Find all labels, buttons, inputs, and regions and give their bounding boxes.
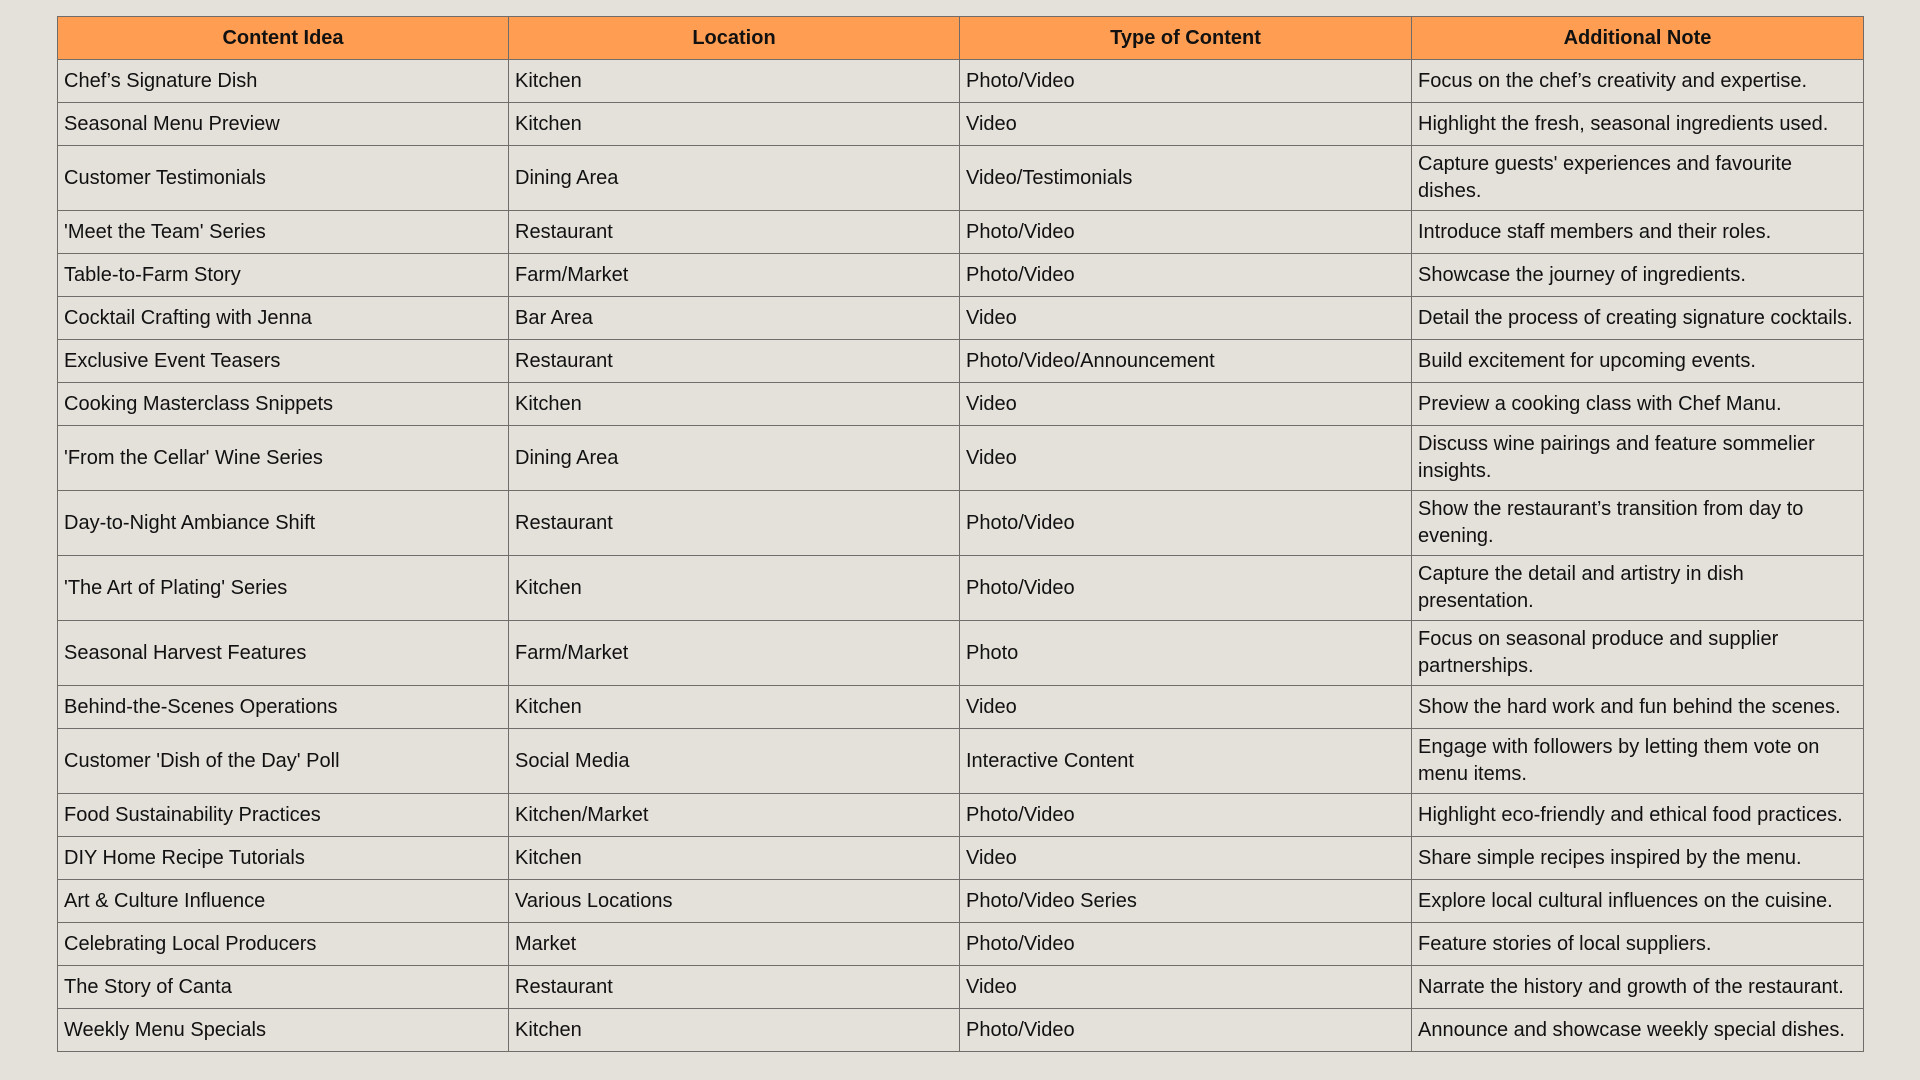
cell-content-idea: Behind-the-Scenes Operations — [58, 686, 509, 729]
cell-location: Dining Area — [509, 146, 960, 211]
cell-location: Restaurant — [509, 491, 960, 556]
cell-content-idea: Seasonal Harvest Features — [58, 621, 509, 686]
cell-type: Photo/Video — [960, 923, 1412, 966]
cell-location: Farm/Market — [509, 254, 960, 297]
table-header-row — [58, 17, 1864, 60]
cell-note: Preview a cooking class with Chef Manu. — [1412, 383, 1864, 426]
cell-type: Photo/Video — [960, 254, 1412, 297]
cell-location: Kitchen — [509, 686, 960, 729]
header-content-idea: Content Idea — [58, 17, 509, 60]
cell-content-idea: Cocktail Crafting with Jenna — [58, 297, 509, 340]
cell-note: Show the restaurant’s transition from day to evening. — [1412, 491, 1864, 556]
table-row — [58, 923, 1864, 966]
cell-content-idea: The Story of Canta — [58, 966, 509, 1009]
cell-content-idea: Day-to-Night Ambiance Shift — [58, 491, 509, 556]
cell-content-idea: Cooking Masterclass Snippets — [58, 383, 509, 426]
cell-content-idea: Celebrating Local Producers — [58, 923, 509, 966]
cell-location: Kitchen — [509, 103, 960, 146]
table-row — [58, 729, 1864, 794]
cell-type: Video — [960, 383, 1412, 426]
cell-location: Bar Area — [509, 297, 960, 340]
cell-type: Photo/Video — [960, 491, 1412, 556]
cell-location: Social Media — [509, 729, 960, 794]
cell-location: Dining Area — [509, 426, 960, 491]
table-row — [58, 794, 1864, 837]
cell-location: Various Locations — [509, 880, 960, 923]
cell-location: Kitchen — [509, 556, 960, 621]
cell-note: Highlight the fresh, seasonal ingredients used. — [1412, 103, 1864, 146]
cell-type: Photo/Video — [960, 60, 1412, 103]
cell-type: Video — [960, 837, 1412, 880]
table-row — [58, 966, 1864, 1009]
cell-location: Kitchen — [509, 383, 960, 426]
cell-type: Photo/Video — [960, 794, 1412, 837]
cell-content-idea: Food Sustainability Practices — [58, 794, 509, 837]
cell-note: Detail the process of creating signature cocktails. — [1412, 297, 1864, 340]
table-row — [58, 146, 1864, 211]
cell-content-idea: 'From the Cellar' Wine Series — [58, 426, 509, 491]
table-row — [58, 383, 1864, 426]
table-row — [58, 880, 1864, 923]
table-row — [58, 340, 1864, 383]
cell-location: Market — [509, 923, 960, 966]
cell-note: Capture the detail and artistry in dish presentation. — [1412, 556, 1864, 621]
cell-type: Video — [960, 966, 1412, 1009]
cell-note: Narrate the history and growth of the restaurant. — [1412, 966, 1864, 1009]
cell-type: Photo/Video/Announcement — [960, 340, 1412, 383]
cell-note: Share simple recipes inspired by the menu. — [1412, 837, 1864, 880]
table-row — [58, 60, 1864, 103]
cell-note: Announce and showcase weekly special dishes. — [1412, 1009, 1864, 1052]
cell-note: Show the hard work and fun behind the scenes. — [1412, 686, 1864, 729]
cell-type: Interactive Content — [960, 729, 1412, 794]
cell-type: Photo/Video — [960, 556, 1412, 621]
header-type-of-content: Type of Content — [960, 17, 1412, 60]
cell-type: Photo — [960, 621, 1412, 686]
table-row — [58, 254, 1864, 297]
cell-content-idea: Customer Testimonials — [58, 146, 509, 211]
cell-content-idea: Customer 'Dish of the Day' Poll — [58, 729, 509, 794]
header-additional-note: Additional Note — [1412, 17, 1864, 60]
cell-content-idea: 'Meet the Team' Series — [58, 211, 509, 254]
table-row — [58, 103, 1864, 146]
cell-note: Showcase the journey of ingredients. — [1412, 254, 1864, 297]
cell-content-idea: 'The Art of Plating' Series — [58, 556, 509, 621]
table-row — [58, 556, 1864, 621]
cell-type: Video — [960, 297, 1412, 340]
cell-note: Explore local cultural influences on the cuisine. — [1412, 880, 1864, 923]
cell-location: Kitchen/Market — [509, 794, 960, 837]
cell-type: Photo/Video — [960, 211, 1412, 254]
cell-location: Restaurant — [509, 966, 960, 1009]
cell-location: Restaurant — [509, 211, 960, 254]
cell-note: Introduce staff members and their roles. — [1412, 211, 1864, 254]
cell-location: Kitchen — [509, 1009, 960, 1052]
cell-type: Video — [960, 686, 1412, 729]
cell-note: Engage with followers by letting them vote on menu items. — [1412, 729, 1864, 794]
header-location: Location — [509, 17, 960, 60]
cell-content-idea: Seasonal Menu Preview — [58, 103, 509, 146]
cell-content-idea: DIY Home Recipe Tutorials — [58, 837, 509, 880]
cell-type: Video — [960, 426, 1412, 491]
cell-note: Feature stories of local suppliers. — [1412, 923, 1864, 966]
content-plan-table-container — [57, 16, 1863, 1052]
table-row — [58, 426, 1864, 491]
table-row — [58, 1009, 1864, 1052]
cell-content-idea: Chef’s Signature Dish — [58, 60, 509, 103]
cell-location: Farm/Market — [509, 621, 960, 686]
cell-location: Restaurant — [509, 340, 960, 383]
table-row — [58, 686, 1864, 729]
content-plan-table — [57, 16, 1864, 1052]
cell-type: Video/Testimonials — [960, 146, 1412, 211]
table-row — [58, 211, 1864, 254]
cell-type: Photo/Video — [960, 1009, 1412, 1052]
cell-content-idea: Weekly Menu Specials — [58, 1009, 509, 1052]
cell-note: Focus on seasonal produce and supplier partnerships. — [1412, 621, 1864, 686]
cell-note: Highlight eco-friendly and ethical food practices. — [1412, 794, 1864, 837]
cell-location: Kitchen — [509, 837, 960, 880]
cell-content-idea: Table-to-Farm Story — [58, 254, 509, 297]
cell-content-idea: Art & Culture Influence — [58, 880, 509, 923]
cell-note: Discuss wine pairings and feature sommelier insights. — [1412, 426, 1864, 491]
cell-content-idea: Exclusive Event Teasers — [58, 340, 509, 383]
table-row — [58, 621, 1864, 686]
cell-note: Build excitement for upcoming events. — [1412, 340, 1864, 383]
cell-location: Kitchen — [509, 60, 960, 103]
table-row — [58, 297, 1864, 340]
table-row — [58, 837, 1864, 880]
cell-type: Video — [960, 103, 1412, 146]
cell-note: Focus on the chef’s creativity and expertise. — [1412, 60, 1864, 103]
table-row — [58, 491, 1864, 556]
cell-type: Photo/Video Series — [960, 880, 1412, 923]
cell-note: Capture guests' experiences and favourite dishes. — [1412, 146, 1864, 211]
